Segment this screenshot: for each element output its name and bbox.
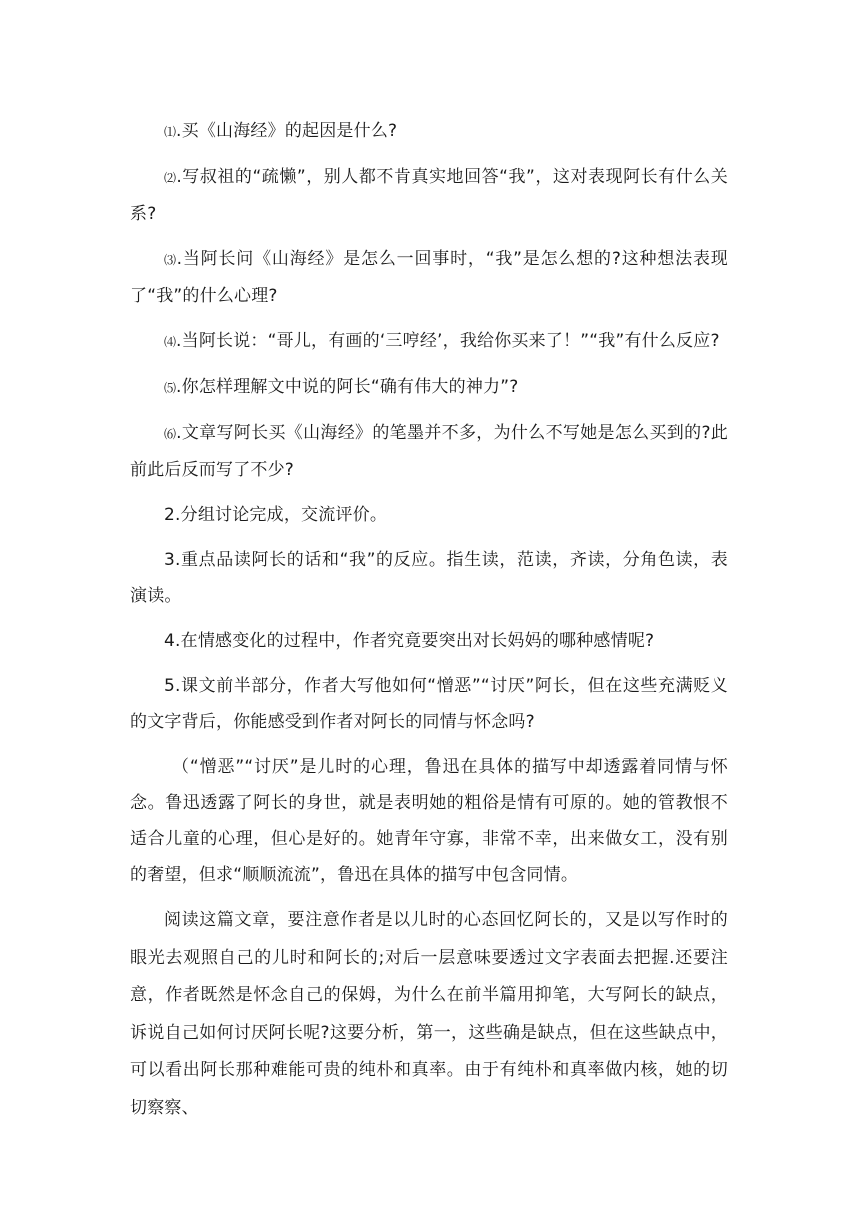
question-number: ⑸ — [164, 381, 177, 395]
question-text: .当阿长问《山海经》是怎么一回事时，“我”是怎么想的?这种想法表现了“我”的什么心理? — [130, 249, 728, 306]
step-2-paragraph: 2.分组讨论完成，交流评价。 — [164, 505, 388, 525]
step-5-paragraph: 5.课文前半部分，作者大写他如何“憎恶”“讨厌”阿长，但在这些充满贬义的文字背后，你能感受到作者对阿长的同情与怀念吗? — [130, 676, 728, 732]
question-3 — [130, 241, 728, 314]
question-number: ⑹ — [164, 427, 177, 441]
question-text: .文章写阿长买《山海经》的笔墨并不多，为什么不写她是怎么买到的?此前此后反而写了不少? — [130, 423, 728, 480]
question-number: ⑷ — [164, 335, 177, 349]
question-number: ⑶ — [164, 253, 177, 267]
question-text: .你怎样理解文中说的阿长“确有伟大的神力”? — [176, 377, 519, 397]
question-text: .当阿长说：“哥儿，有画的‘三哼经’，我给你买来了！”“我”有什么反应? — [176, 331, 720, 351]
document-body — [130, 113, 728, 1136]
question-number: ⑵ — [164, 171, 177, 185]
step-4-paragraph: 4.在情感变化的过程中，作者究竟要突出对长妈妈的哪种感情呢? — [164, 631, 655, 651]
step-3-paragraph: 3.重点品读阿长的话和“我”的反应。指生读，范读，齐读，分角色读，表演读。 — [130, 550, 728, 606]
question-1 — [130, 113, 728, 150]
question-5 — [130, 369, 728, 406]
question-text: .写叔祖的“疏懒”，别人都不肯真实地回答“我”，这对表现阿长有什么关系? — [130, 167, 728, 224]
question-2 — [130, 159, 728, 232]
question-text: .买《山海经》的起因是什么? — [176, 121, 398, 141]
reading-guide-paragraph: 阅读这篇文章，要注意作者是以儿时的心态回忆阿长的，又是以写作时的眼光去观照自己的儿时和阿长的;对后一层意味要透过文字表面去把握.还要注意，作者既然是怀念自己的保姆，为什么在前半篇用抑笔，大写阿长的缺点，诉说自己如何讨厌阿长呢?这要分析，第一，这些确是缺点，但在这些缺点中，可以看出阿长那种难能可贵的纯朴和真率。由于有纯朴和真率做内核，她的切切察察、 — [130, 910, 728, 1118]
question-4 — [130, 323, 728, 360]
question-number: ⑴ — [164, 125, 177, 139]
question-6 — [130, 415, 728, 488]
answer-paragraph: （“憎恶”“讨厌”是儿时的心理，鲁迅在具体的描写中却透露着同情与怀念。鲁迅透露了阿长的身世，就是表明她的粗俗是情有可原的。她的管教恨不适合儿童的心理，但心是好的。她青年守寡，非常不幸，出来做女工，没有别的奢望，但求“顺顺流流”，鲁迅在具体的描写中包含同情。 — [130, 757, 728, 885]
